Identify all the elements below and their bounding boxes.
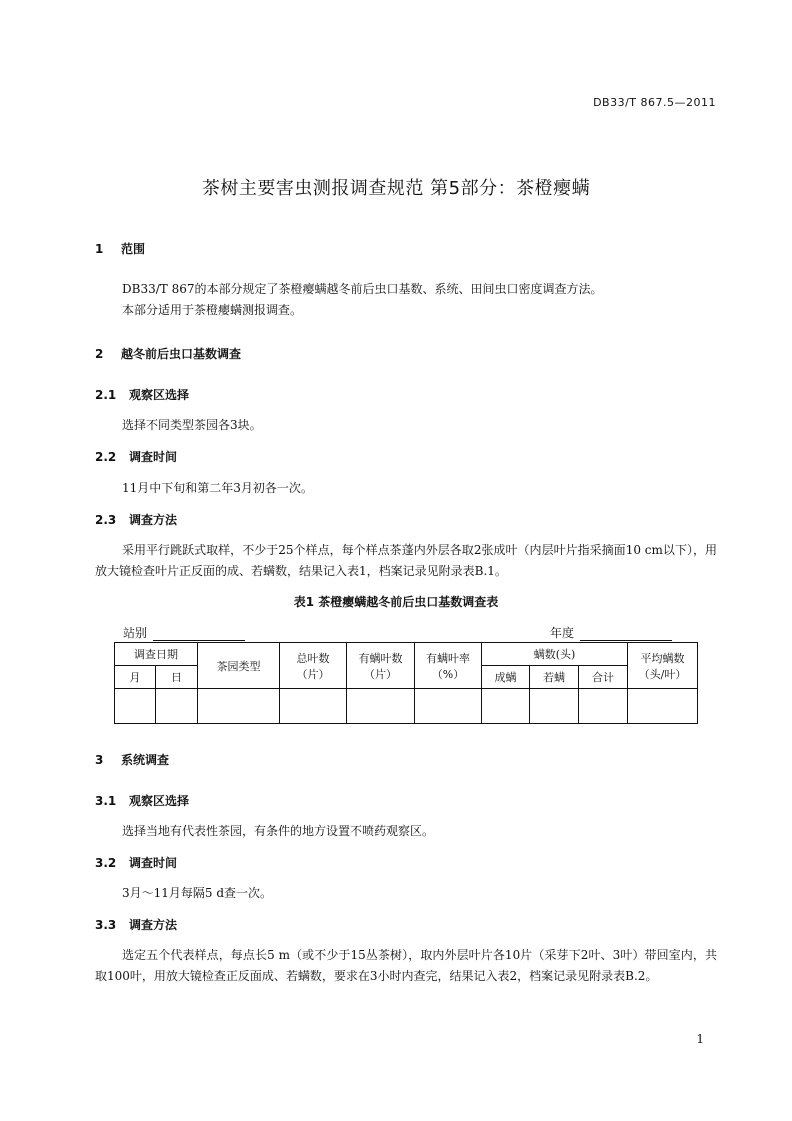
page-number: 1 (696, 1032, 704, 1046)
header-average (628, 643, 698, 689)
subsection-3-2-heading (95, 854, 177, 871)
table-header-row (115, 643, 698, 666)
table-cell (530, 689, 579, 724)
paragraph: 选择不同类型茶园各3块。 (122, 418, 262, 432)
paragraph: 11月中下旬和第二年3月初各一次。 (122, 481, 313, 495)
subsection-number: 3.3 (95, 918, 117, 932)
section-title: 越冬前后虫口基数调查 (121, 347, 242, 361)
header-nymph: 若螨 (530, 666, 579, 689)
table-cell (115, 689, 156, 724)
header-text: 有螨叶数 (358, 651, 403, 665)
table-cell (347, 689, 415, 724)
paragraph: 3月～11月每隔5 d查一次。 (122, 886, 273, 900)
subsection-2-3-heading (95, 511, 177, 528)
table-cell (198, 689, 280, 724)
section-number: 2 (95, 347, 104, 361)
subsection-title: 调查方法 (129, 918, 178, 932)
station-blank (153, 626, 245, 641)
table-cell (280, 689, 347, 724)
section-title: 系统调查 (121, 753, 170, 767)
section-number: 1 (95, 242, 104, 256)
header-mite-leaf-rate (415, 643, 482, 689)
header-adult: 成螨 (482, 666, 530, 689)
section-number: 3 (95, 753, 104, 767)
header-mite-leaves (347, 643, 415, 689)
subsection-2-1-heading (95, 386, 189, 403)
survey-table (114, 642, 698, 724)
table-cell (156, 689, 198, 724)
section-2-heading (95, 345, 241, 362)
subsection-title: 调查时间 (129, 450, 178, 464)
subsection-title: 观察区选择 (129, 794, 190, 808)
subsection-number: 2.1 (95, 388, 117, 402)
paragraph: 选定五个代表样点，每点长5 m（或不少于15丛茶树），取内外层叶片各10片（采芽下2叶、3叶）带回室内，共取100叶，用放大镜检查正反面成、若螨数，要求在3小时内查完，结果记入表2，档案记录见附录表B.2。 (95, 948, 717, 983)
paragraph: 选择当地有代表性茶园，有条件的地方设置不喷药观察区。 (122, 824, 435, 838)
header-total-leaves (280, 643, 347, 689)
subsection-3-3-heading (95, 916, 177, 933)
subsection-title: 调查时间 (129, 856, 178, 870)
table-cell (415, 689, 482, 724)
year-blank (580, 626, 672, 641)
table-cell (579, 689, 628, 724)
subsection-2-2-heading (95, 448, 177, 465)
station-label: 站别 (123, 626, 148, 640)
header-text: 总叶数 (296, 651, 330, 665)
section-title: 范围 (121, 242, 146, 256)
header-date: 调查日期 (115, 643, 198, 666)
subsection-3-1-heading (95, 792, 189, 809)
year-field (550, 624, 672, 641)
table-row (115, 689, 698, 724)
header-garden-type: 茶园类型 (198, 643, 280, 689)
subsection-number: 3.1 (95, 794, 117, 808)
header-unit: （%） (431, 667, 465, 681)
paragraph: 采用平行跳跃式取样，不少于25个样点，每个样点茶蓬内外层各取2张成叶（内层叶片指采摘面10 cm以下），用放大镜检查叶片正反面的成、若螨数，结果记入表1，档案记录见附录表B.1。 (95, 543, 717, 578)
header-total: 合计 (579, 666, 628, 689)
table-caption: 表1 茶橙瘿螨越冬前后虫口基数调查表 (293, 595, 499, 609)
subsection-number: 3.2 (95, 856, 117, 870)
year-label: 年度 (550, 626, 575, 640)
header-unit: （片） (296, 667, 330, 681)
document-title: 茶树主要害虫测报调查规范 第5部分：茶橙瘿螨 (201, 178, 591, 199)
table-cell (628, 689, 698, 724)
header-month: 月 (115, 666, 156, 689)
document-number: DB33/T 867.5—2011 (593, 96, 716, 109)
subsection-number: 2.3 (95, 513, 117, 527)
subsection-title: 观察区选择 (129, 388, 190, 402)
header-text: 平均螨数 (640, 651, 685, 665)
section-3-heading (95, 751, 169, 768)
paragraph: DB33/T 867的本部分规定了茶橙瘿螨越冬前后虫口基数、系统、田间虫口密度调查方法。 (122, 282, 603, 296)
header-day: 日 (156, 666, 198, 689)
section-1-heading (95, 240, 145, 257)
table-cell (482, 689, 530, 724)
subsection-title: 调查方法 (129, 513, 178, 527)
header-unit: （片） (364, 667, 397, 681)
header-text: 有螨叶率 (426, 651, 470, 665)
header-unit: （头/叶） (638, 667, 687, 681)
subsection-number: 2.2 (95, 450, 117, 464)
paragraph: 本部分适用于茶橙瘿螨测报调查。 (122, 303, 303, 317)
header-mite-count: 螨数(头) (482, 643, 628, 666)
station-field (123, 624, 245, 641)
